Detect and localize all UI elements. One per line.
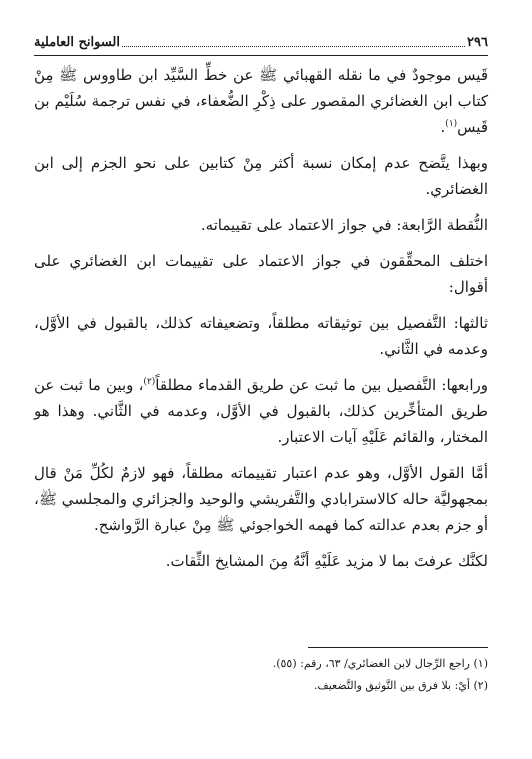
footnote: (٢) أيْ: بلا فرق بين التَّوثيق والتَّضعيف. xyxy=(313,679,488,692)
paragraph: أمَّا القول الأوَّل، وهو عدم اعتبار تقييماته مطلقاً، فهو لازمٌ لكُلِّ مَنْ قال بمجهوليَّة حاله كالاسترابادي والتَّفريشي والوحيد والجزائري والمجلسي ﷺ، أو جزم بعدم عدالته كما فهمه الخواجوئي ﷺ مِنْ عبارة الرَّواشح. xyxy=(34,464,488,534)
footnote-rule xyxy=(308,647,488,648)
page-number: ٢٩٦ xyxy=(467,34,488,50)
paragraph: وبهذا يتَّضح عدم إمكان نسبة أكثر مِنْ كتابين على نحو الجزم إلى ابن الغضائري. xyxy=(34,154,488,198)
body-text xyxy=(34,62,488,584)
footnotes xyxy=(34,653,488,697)
running-title: السوانح العاملية xyxy=(34,34,120,50)
header-leader-dots xyxy=(122,37,465,47)
paragraph: ثالثها: التَّفصيل بين توثيقاته مطلقاً، وتضعيفاته كذلك، بالقبول في الأوَّل، وعدمه في الثَّاني. xyxy=(34,314,488,358)
paragraph: لكنَّك عرفتَ بما لا مزيد عَلَيْهِ أنَّهُ مِنَ المشايخ الثِّقات. xyxy=(165,552,488,570)
paragraph: ورابعها: التَّفصيل بين ما ثبت عن طريق القدماء مطلقاً$^{(٢)}$، وبين ما ثبت عن طريق المتأخِّرين كذلك، بالقبول في الأوَّل، وعدمه في الثَّاني. وهذا هو المختار، والقائم عَلَيْهِ آيات الاعتبار. xyxy=(34,376,488,446)
footnote-ref[interactable]: (١) xyxy=(445,119,458,129)
page-header xyxy=(34,30,488,54)
footnote: (١) راجع الرِّجال لابن الغضائري/ ٦٣، رقم: (٥٥). xyxy=(272,657,488,670)
paragraph: قَيس موجودٌ في ما نقله القهبائي ﷺ عن خطِّ السَّيِّد ابن طاووس ﷺ مِنْ كتاب ابن الغضائري المقصور على ذِكْرِ الضُّعفاء، في نفس ترجمة سُلَيْم بن قَيس$^{(١)}$. xyxy=(34,66,488,136)
footnote-ref[interactable]: (٢) xyxy=(143,377,156,387)
header-rule xyxy=(34,55,488,56)
section-heading: النُّقطة الرَّابعة: في جواز الاعتماد على تقييماته. xyxy=(200,216,488,234)
paragraph: اختلف المحقِّقون في جواز الاعتماد على تقييمات ابن الغضائري على أقوال: xyxy=(34,252,488,296)
